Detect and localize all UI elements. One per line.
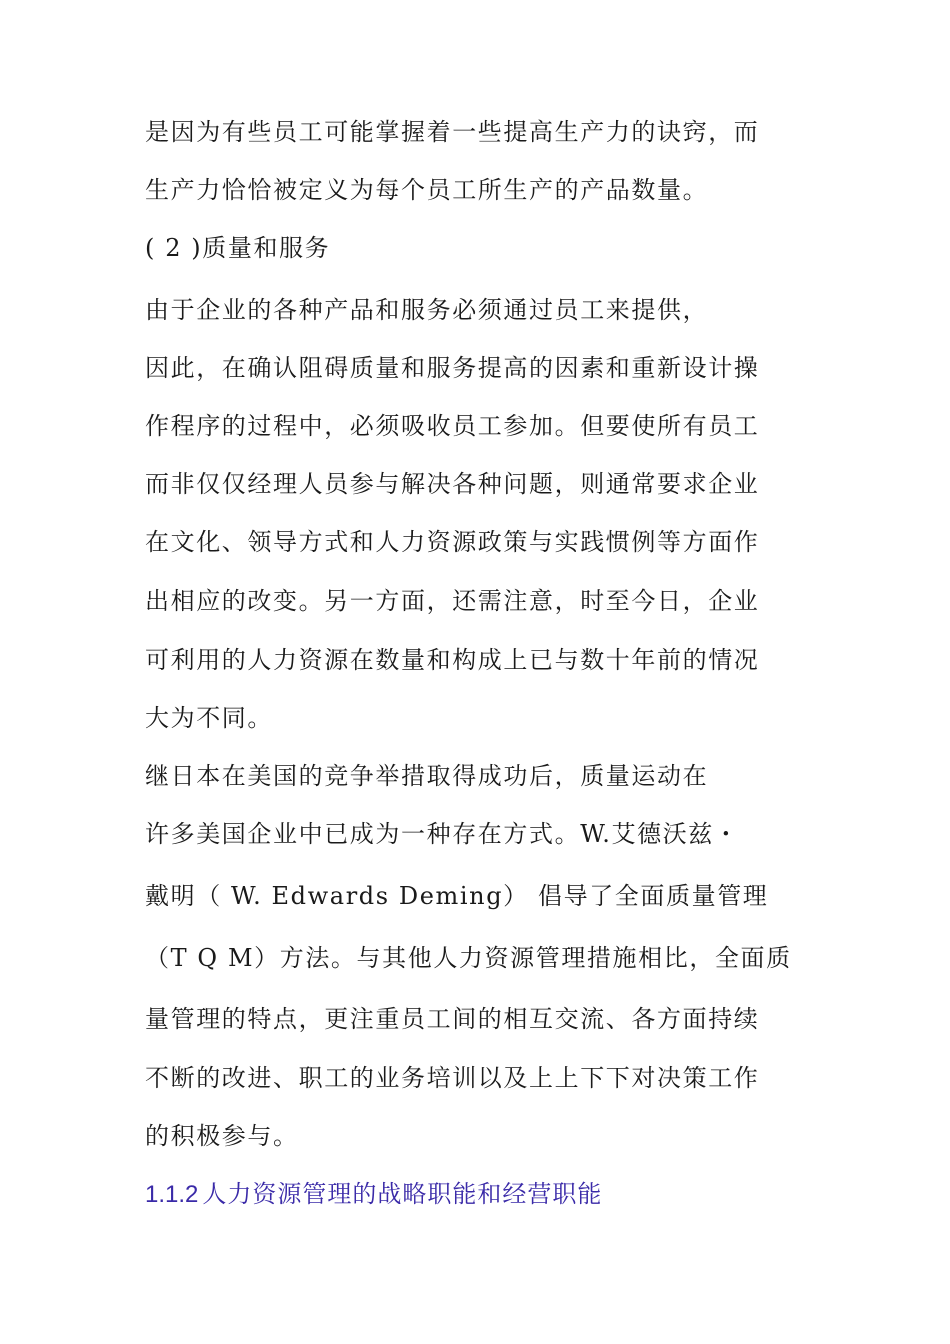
- section-heading: [145, 1179, 602, 1210]
- paragraph-line: 作程序的过程中，必须吸收员工参加。但要使所有员工: [145, 412, 760, 440]
- paragraph-line: 的积极参与。: [145, 1122, 299, 1150]
- section-title: 人力资源管理的战略职能和经营职能: [202, 1180, 603, 1208]
- paragraph-line: 生产力恰恰被定义为每个员工所生产的产品数量。: [145, 176, 709, 204]
- paragraph-line: 许多美国企业中已成为一种存在方式。W.艾德沃兹・: [145, 820, 740, 848]
- paragraph-line: 可利用的人力资源在数量和构成上已与数十年前的情况: [145, 646, 760, 674]
- section-number: 1.1.2: [145, 1181, 199, 1208]
- paragraph-line: 是因为有些员工可能掌握着一些提高生产力的诀窍，而: [145, 118, 760, 146]
- paragraph-line: 戴明（ W. Edwards Deming） 倡导了全面质量管理: [145, 882, 769, 910]
- paragraph-line: 因此，在确认阻碍质量和服务提高的因素和重新设计操: [145, 354, 760, 382]
- paragraph-line: 出相应的改变。另一方面，还需注意，时至今日，企业: [145, 587, 760, 615]
- paragraph-line: （T Q M）方法。与其他人力资源管理措施相比，全面质: [145, 944, 792, 972]
- paragraph-line: 而非仅仅经理人员参与解决各种问题，则通常要求企业: [145, 470, 760, 498]
- paragraph-line: 由于企业的各种产品和服务必须通过员工来提供，: [145, 296, 709, 324]
- paragraph-line: 在文化、领导方式和人力资源政策与实践惯例等方面作: [145, 528, 760, 556]
- paragraph-line: 大为不同。: [145, 704, 273, 732]
- paragraph-line: 量管理的特点，更注重员工间的相互交流、各方面持续: [145, 1005, 760, 1033]
- subheading-quality-service: ( 2 )质量和服务: [145, 234, 331, 262]
- paragraph-line: 继日本在美国的竞争举措取得成功后，质量运动在: [145, 762, 709, 790]
- paragraph-line: 不断的改进、职工的业务培训以及上上下下对决策工作: [145, 1064, 760, 1092]
